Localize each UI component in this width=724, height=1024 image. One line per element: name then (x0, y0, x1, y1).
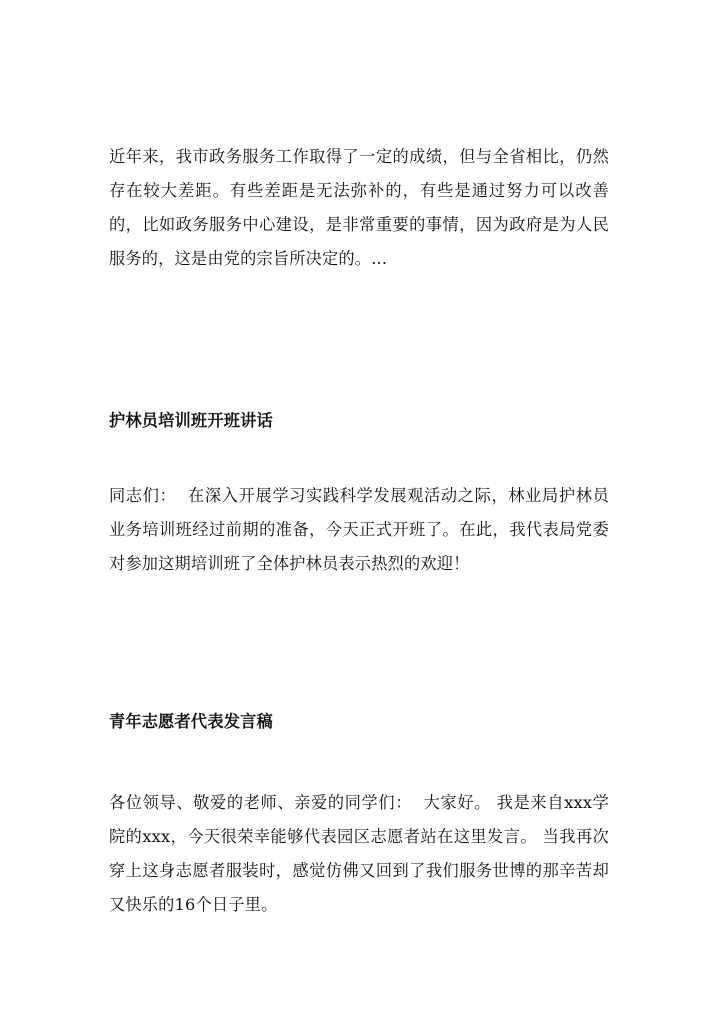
section-body: 同志们： 在深入开展学习实践科学发展观活动之际，林业局护林员业务培训班经过前期的准备，今天正式开班了。在此，我代表局党委对参加这期培训班了全体护林员表示热烈的欢迎！ (109, 486, 609, 573)
section-volunteer-body (109, 786, 609, 922)
section-title: 护林员培训班开班讲话 (109, 411, 273, 430)
section-title: 青年志愿者代表发言稿 (109, 712, 273, 731)
section-body: 各位领导、敬爱的老师、亲爱的同学们： 大家好。 我是来自xxx学院的xxx，今天很荣幸能够代表园区志愿者站在这里发言。 当我再次穿上这身志愿者服装时，感觉仿佛又回到了我们服务世博的那辛苦却又快乐的16个日子里。 (109, 793, 609, 914)
section-forest-ranger-body (109, 479, 609, 581)
paragraph-policy (109, 140, 609, 276)
paragraph-text: 近年来，我市政务服务工作取得了一定的成绩，但与全省相比，仍然存在较大差距。有些差距是无法弥补的，有些是通过努力可以改善的，比如政务服务中心建设，是非常重要的事情，因为政府是为人民服务的，这是由党的宗旨所决定的。... (109, 147, 609, 268)
section-forest-ranger-speech (109, 409, 609, 433)
section-volunteer-speech (109, 710, 609, 734)
